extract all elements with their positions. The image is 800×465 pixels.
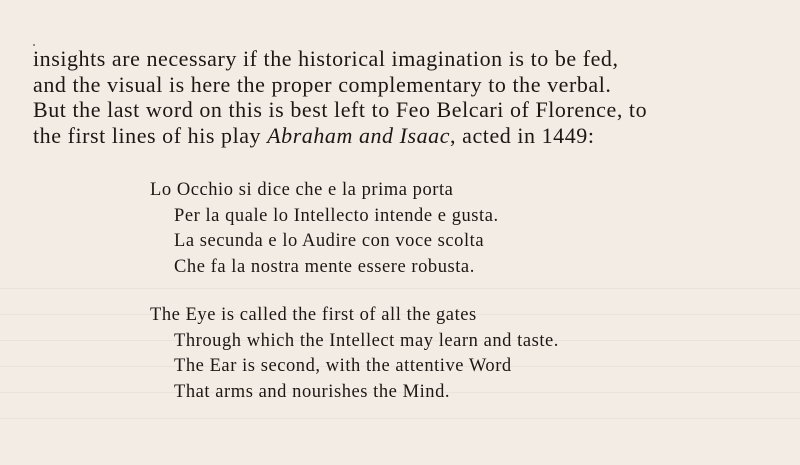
paragraph-line-2: and the visual is here the proper complementary to the verbal. xyxy=(33,71,612,97)
paragraph-line-4-tail: , acted in 1449: xyxy=(450,122,595,148)
play-title: Abraham and Isaac xyxy=(267,122,451,148)
english-verse-line-3: The Ear is second, with the attentive Word xyxy=(174,356,512,377)
paragraph-line-4-lead: the first lines of his play xyxy=(33,122,268,148)
paragraph-line-4 xyxy=(33,123,773,149)
paragraph-line-3: But the last word on this is best left to Feo Belcari of Florence, to xyxy=(33,97,648,122)
english-verse-line-4: That arms and nourishes the Mind. xyxy=(174,382,451,403)
italian-verse-block xyxy=(150,178,710,281)
english-verse-line-1: The Eye is called the first of all the gates xyxy=(150,305,477,325)
italian-verse-line-4: Che fa la nostra mente essere robusta. xyxy=(174,257,475,278)
paragraph-line-1: insights are necessary if the historical imagination is to be fed, xyxy=(33,46,619,71)
body-paragraph xyxy=(33,46,773,148)
english-verse-line-2: Through which the Intellect may learn and taste. xyxy=(174,330,559,351)
english-verse-block xyxy=(150,303,710,406)
italian-verse-line-2: Per la quale lo Intellecto intende e gusta. xyxy=(174,205,499,226)
italian-verse-line-3: La secunda e lo Audire con voce scolta xyxy=(174,231,485,252)
italian-verse-line-1: Lo Occhio si dice che e la prima porta xyxy=(150,180,454,200)
